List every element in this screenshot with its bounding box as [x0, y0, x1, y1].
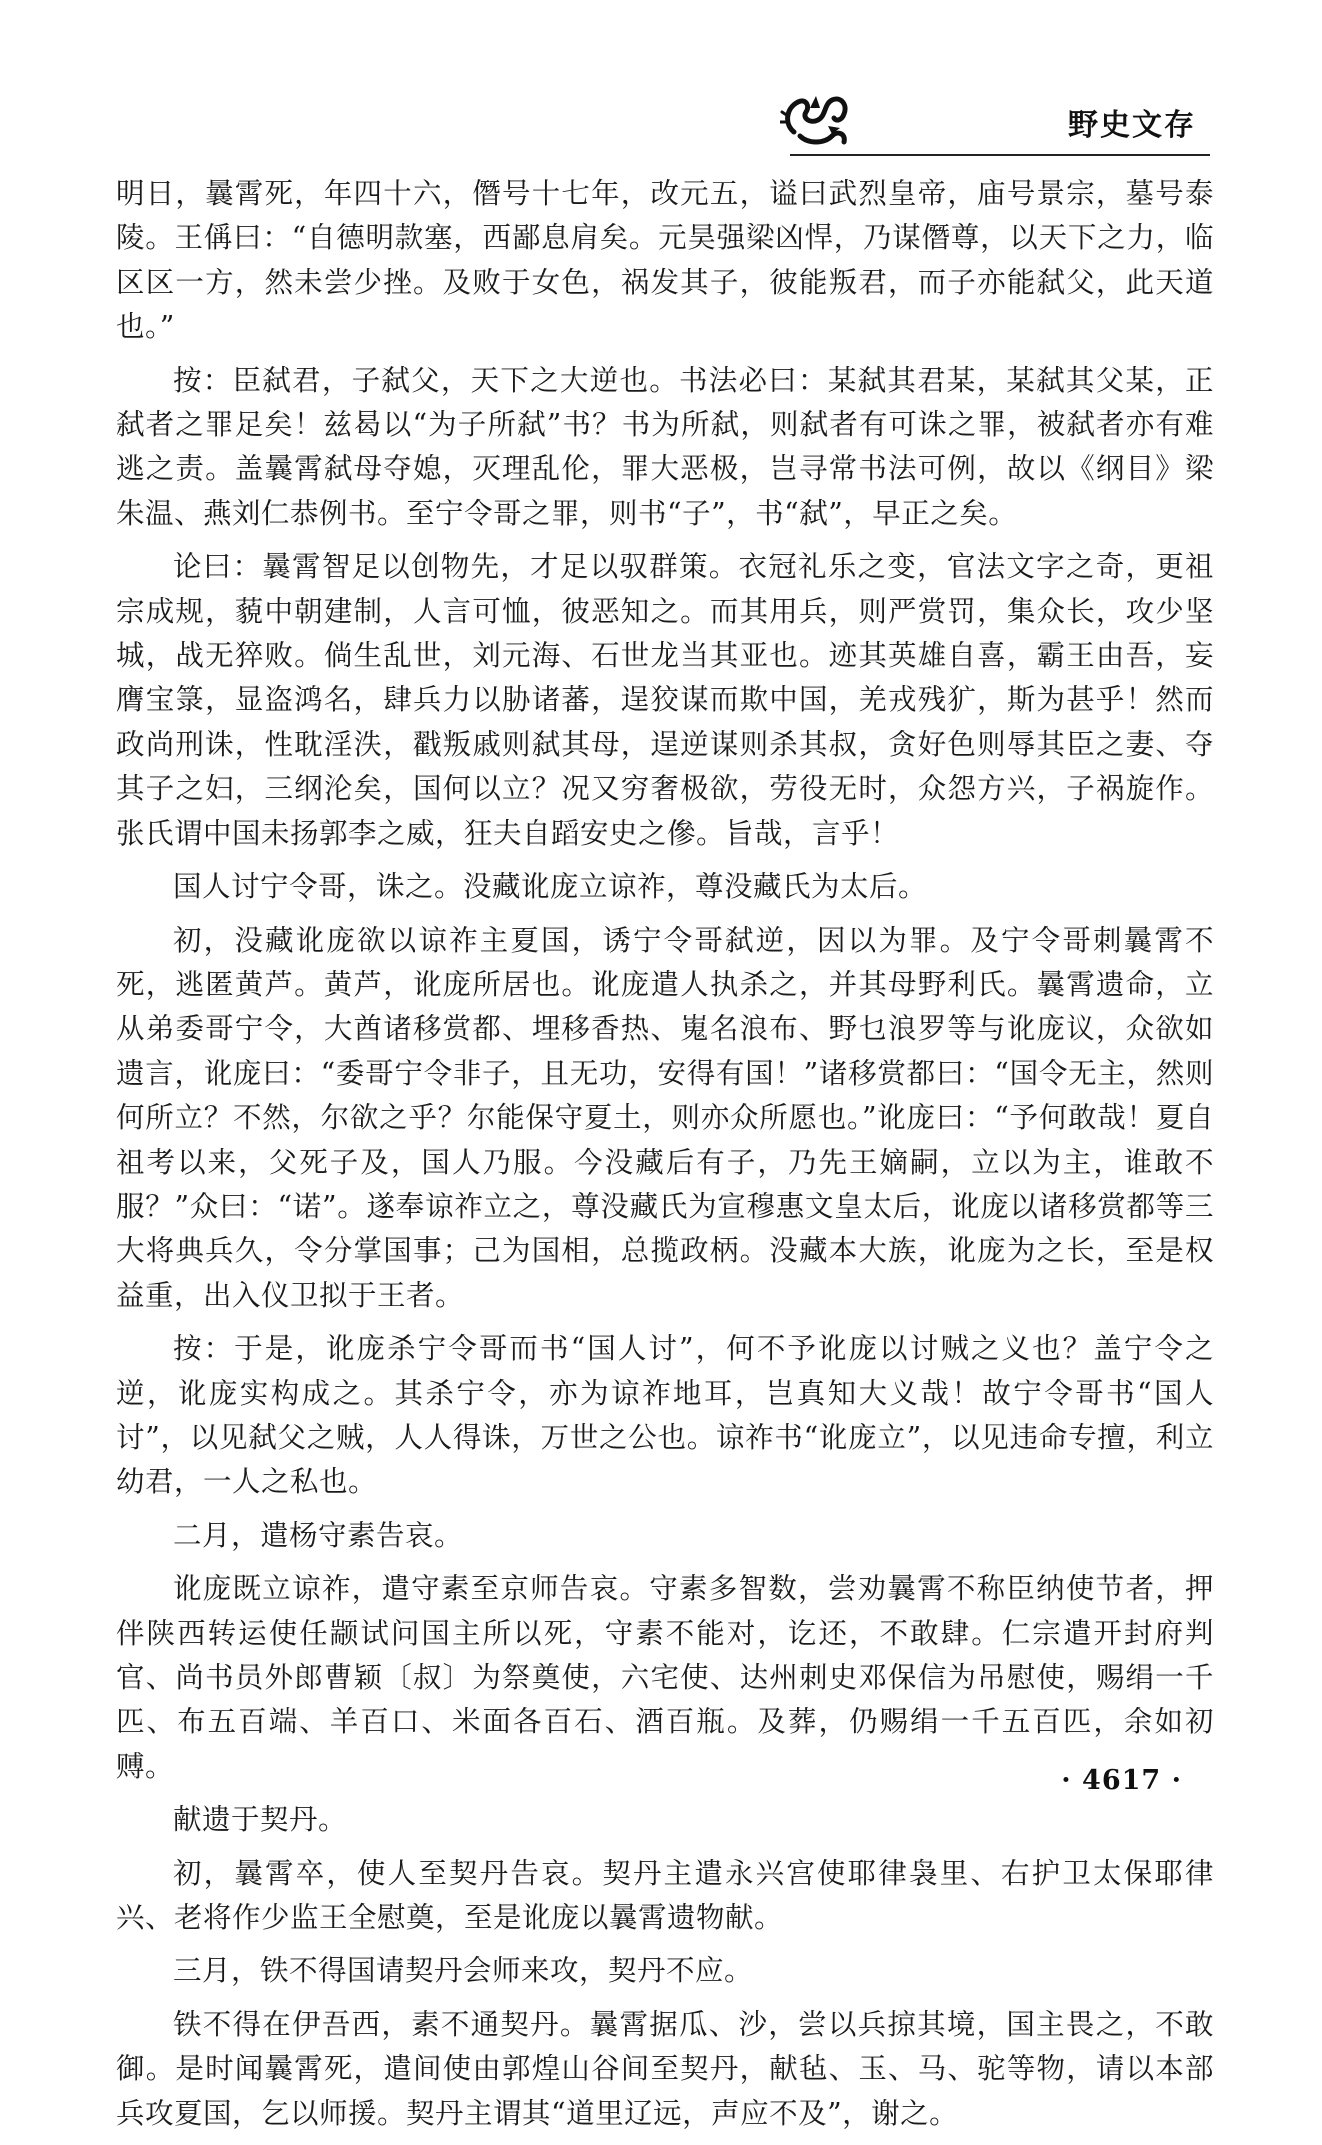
page-number: · 4617 · [1061, 1765, 1182, 1796]
paragraph: 论曰：曩霄智足以创物先，才足以驭群策。衣冠礼乐之变，官法文字之奇，更祖宗成规，藐中朝建制，人言可恤，彼恶知之。而其用兵，则严赏罚，集众长，攻少坚城，战无猝败。倘生乱世，刘元海、石世龙当其亚也。迹其英雄自喜，霸王由吾，妄膺宝箓，显盗鸿名，肆兵力以胁诸蕃，逞狡谋而欺中国，羌戎残犷，斯为甚乎！然而政尚刑诛，性耽淫泆，戳叛戚则弑其母，逞逆谋则杀其叔，贪好色则辱其臣之妻、夺其子之妇，三纲沦矣，国何以立？况又穷奢极欲，劳役无时，众怨方兴，子祸旋作。张氏谓中国未扬郭李之威，狂夫自蹈安史之傪。旨哉，言乎！ [116, 550, 1214, 850]
body-text [116, 172, 1214, 2145]
paragraph: 铁不得在伊吾西，素不通契丹。曩霄据瓜、沙，尝以兵掠其境，国主畏之，不敢御。是时闻曩霄死，遣间使由郭煌山谷间至契丹，献毡、玉、马、驼等物，请以本部兵攻夏国，乞以师援。契丹主谓其“道里辽远，声应不及”，谢之。 [116, 2007, 1214, 2130]
paragraph: 讹庞既立谅祚，遣守素至京师告哀。守素多智数，尝劝曩霄不称臣纳使节者，押伴陕西转运使任颛试问国主所以死，守素不能对，讫还，不敢肆。仁宗遣开封府判官、尚书员外郎曹颖〔叔〕为祭奠使，六宅使、达州刺史邓保信为吊慰使，赐绢一千匹、布五百端、羊百口、米面各百石、酒百瓶。及葬，仍赐绢一千五百匹，余如初赙。 [116, 1572, 1214, 1783]
running-header [780, 86, 1210, 160]
paragraph: 按：于是，讹庞杀宁令哥而书“国人讨”，何不予讹庞以讨贼之义也？盖宁令之逆，讹庞实构成之。其杀宁令，亦为谅祚地耳，岂真知大义哉！故宁令哥书“国人讨”，以见弑父之贼，人人得诛，万世之公也。谅祚书“讹庞立”，以见违命专擅，利立幼君，一人之私也。 [116, 1332, 1214, 1499]
paragraph: 二月，遣杨守素告哀。 [173, 1518, 464, 1552]
dragon-emblem-icon [780, 86, 852, 156]
paragraph: 明日，曩霄死，年四十六，僭号十七年，改元五，谥曰武烈皇帝，庙号景宗，墓号泰陵。王偁曰：“自德明款塞，西鄙息肩矣。元昊强梁凶悍，乃谋僭尊，以天下之力，临区区一方，然未尝少挫。及败于女色，祸发其子，彼能叛君，而子亦能弑父，此天道也。” [116, 177, 1214, 344]
running-header-title: 野史文存 [1068, 108, 1196, 143]
paragraph: 初，曩霄卒，使人至契丹告哀。契丹主遣永兴宫使耶律袅里、右护卫太保耶律兴、老将作少监王全慰奠，至是讹庞以曩霄遗物献。 [116, 1856, 1214, 1935]
paragraph: 三月，铁不得国请契丹会师来攻，契丹不应。 [173, 1954, 754, 1988]
header-rule [790, 154, 1210, 156]
paragraph: 献遗于契丹。 [173, 1803, 348, 1837]
paragraph: 初，没藏讹庞欲以谅祚主夏国，诱宁令哥弑逆，因以为罪。及宁令哥刺曩霄不死，逃匿黄芦。黄芦，讹庞所居也。讹庞遣人执杀之，并其母野利氏。曩霄遗命，立从弟委哥宁令，大酋诸移赏都、埋移香热、嵬名浪布、野乜浪罗等与讹庞议，众欲如遗言，讹庞曰：“委哥宁令非子，且无功，安得有国！”诸移赏都曰：“国令无主，然则何所立？不然，尔欲之乎？尔能保守夏土，则亦众所愿也。”讹庞曰：“予何敢哉！夏自祖考以来，父死子及，国人乃服。今没藏后有子，乃先王嫡嗣，立以为主，谁敢不服？”众曰：“诺”。遂奉谅祚立之，尊没藏氏为宣穆惠文皇太后，讹庞以诸移赏都等三大将典兵久，令分掌国事；己为国相，总揽政柄。没藏本大族，讹庞为之长，至是权益重，出入仪卫拟于王者。 [116, 923, 1214, 1312]
paragraph: 国人讨宁令哥，诛之。没藏讹庞立谅祚，尊没藏氏为太后。 [173, 870, 928, 904]
paragraph: 按：臣弑君，子弑父，天下之大逆也。书法必曰：某弑其君某，某弑其父某，正弑者之罪足矣！兹曷以“为子所弑”书？书为所弑，则弑者有可诛之罪，被弑者亦有难逃之责。盖曩霄弑母夺媳，灭理乱伦，罪大恶极，岂寻常书法可例，故以《纲目》梁朱温、燕刘仁恭例书。至宁令哥之罪，则书“子”，书“弑”，早正之矣。 [116, 363, 1214, 530]
